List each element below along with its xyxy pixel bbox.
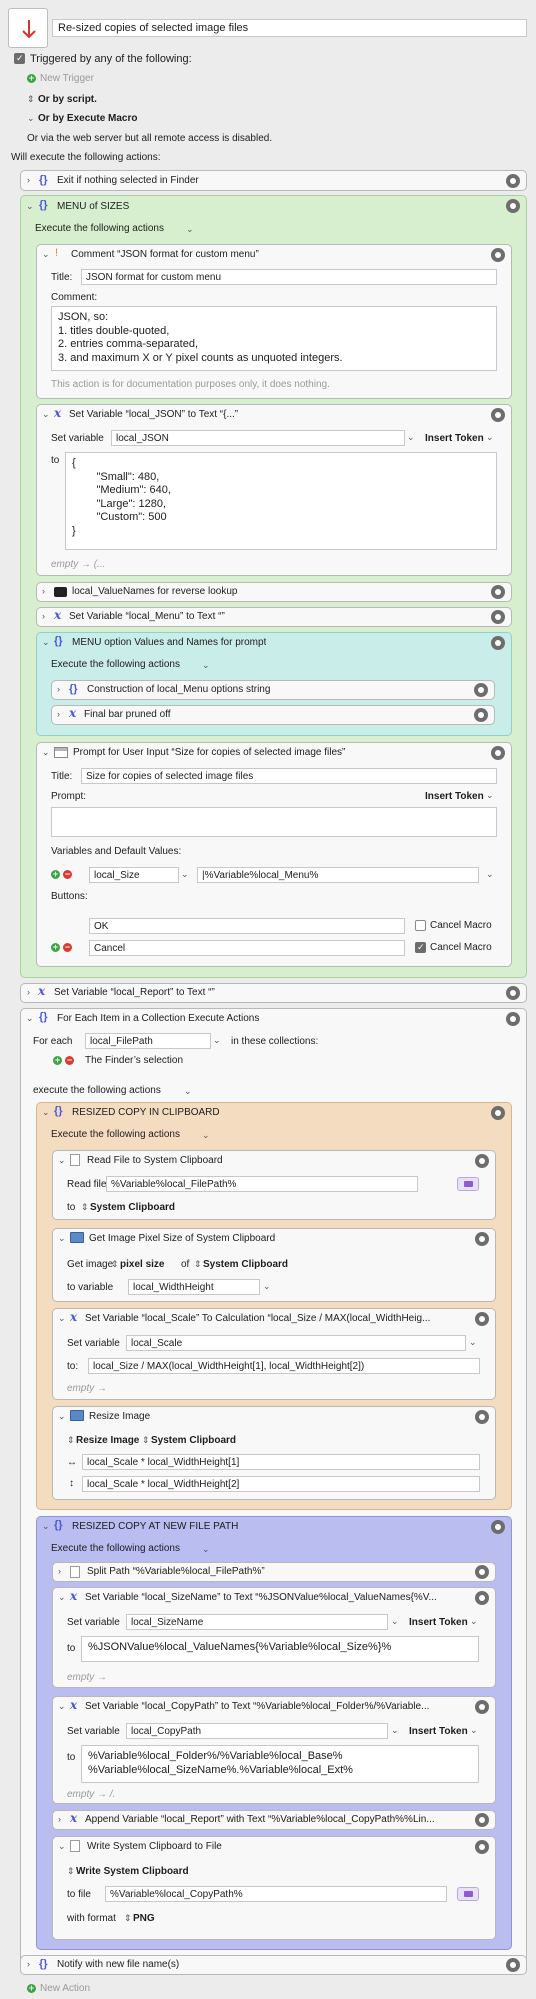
chevron-down-icon[interactable]: ⌄ [263, 1281, 271, 1291]
title-label: Title: [51, 272, 73, 283]
remove-collection-icon[interactable]: − [66, 1055, 73, 1065]
gear-icon[interactable] [475, 1312, 489, 1326]
sizename-text-field[interactable]: %JSONValue%local_ValueNames{%Variable%local_Size%}% [81, 1636, 479, 1662]
braces-icon: {} [39, 174, 48, 186]
action-title: Set Variable “local_Report” to Text “” [54, 987, 215, 998]
chevron-down-icon[interactable]: ⌄ [407, 432, 415, 442]
insert-token-button[interactable]: Insert Token [409, 1617, 468, 1628]
window-icon [54, 747, 68, 758]
set-report-action[interactable] [20, 983, 527, 1003]
gear-icon[interactable] [506, 199, 520, 213]
disclosure-icon[interactable]: ⌄ [42, 1107, 50, 1117]
comment-action[interactable] [36, 244, 512, 399]
comment-footnote: This action is for documentation purposes only, it does nothing. [51, 379, 330, 390]
action-title: Notify with new file name(s) [57, 1959, 180, 1970]
action-title: Construction of local_Menu options string [87, 684, 271, 695]
disclosure-icon[interactable]: ⌄ [42, 1521, 50, 1531]
braces-icon: {} [39, 199, 48, 211]
disclosure-icon[interactable]: › [57, 684, 60, 694]
set-variable-label: Set variable [67, 1617, 120, 1628]
group-title: RESIZED COPY AT NEW FILE PATH [72, 1521, 239, 1532]
resize-mode-popup[interactable]: Resize Image [76, 1435, 140, 1446]
chevron-down-icon[interactable]: ⌄ [213, 1035, 221, 1045]
action-title: Set Variable “local_Menu” to Text “” [69, 611, 225, 622]
disclosure-icon[interactable]: ⌄ [58, 1701, 66, 1711]
document-icon [70, 1154, 80, 1166]
variable-x-icon: x [69, 706, 77, 720]
insert-token-button[interactable]: Insert Token [425, 433, 484, 444]
insert-token-button[interactable]: Insert Token [409, 1726, 468, 1737]
clipboard-target[interactable]: System Clipboard [90, 1202, 176, 1213]
prompt-label: Prompt: [51, 791, 87, 802]
popup-arrows-icon[interactable]: ⇕ [194, 1259, 202, 1269]
image-source-popup[interactable]: System Clipboard [203, 1259, 289, 1270]
variable-x-icon: x [70, 1811, 78, 1825]
chevron-down-icon[interactable]: ⌄ [469, 1337, 477, 1347]
chevron-down-icon[interactable]: ⌄ [486, 432, 494, 442]
prompt-title-field[interactable]: Size for copies of selected image files [81, 768, 497, 784]
gear-icon[interactable] [491, 636, 505, 650]
disclosure-icon[interactable]: ⌄ [58, 1313, 66, 1323]
action-title: Final bar pruned off [84, 709, 171, 720]
gear-icon[interactable] [474, 683, 488, 697]
to-file-label: to file [67, 1889, 91, 1900]
execute-label: Execute the following actions [51, 1543, 180, 1554]
empty-result: empty → /. [67, 1789, 116, 1800]
buttons-label: Buttons: [51, 891, 88, 902]
cancel-macro-label: Cancel Macro [430, 942, 492, 953]
popup-arrows-icon[interactable]: ⇕ [67, 1866, 75, 1876]
add-variable-icon[interactable]: + [52, 869, 59, 879]
new-action-plus-icon[interactable]: + [28, 1983, 35, 1993]
set-sizename-action[interactable] [52, 1587, 496, 1688]
chevron-down-icon[interactable]: ⌄ [184, 1086, 192, 1096]
action-title: local_ValueNames for reverse lookup [72, 586, 238, 597]
gear-icon[interactable] [491, 248, 505, 262]
with-format-label: with format [67, 1913, 116, 1924]
variable-x-icon: x [38, 984, 46, 998]
macro-name-field[interactable]: Re-sized copies of selected image files [52, 19, 527, 37]
set-variable-label: Set variable [67, 1338, 120, 1349]
execute-label: Execute the following actions [51, 659, 180, 670]
action-title: Append Variable “local_Report” with Text “%Variable%local_CopyPath%%Lin... [85, 1814, 435, 1825]
remove-button-icon[interactable]: − [64, 942, 71, 952]
copypath-variable-field[interactable]: local_CopyPath [126, 1723, 388, 1739]
chevron-down-icon[interactable]: ⌄ [202, 1544, 210, 1554]
image-source-popup[interactable]: System Clipboard [151, 1435, 237, 1446]
variable-x-icon: x [54, 608, 62, 622]
action-title: Set Variable “local_SizeName” to Text “%JSONValue%local_ValueNames{%V... [85, 1592, 437, 1603]
terminal-icon [54, 587, 67, 597]
disclosure-icon[interactable]: ⌄ [42, 637, 50, 647]
set-copypath-action[interactable] [52, 1696, 496, 1804]
gear-icon[interactable] [475, 1410, 489, 1424]
to-label: to [67, 1643, 76, 1654]
construction-action[interactable] [51, 680, 495, 700]
width-height-variable-field[interactable]: local_WidthHeight [128, 1279, 260, 1295]
gear-icon[interactable] [474, 708, 488, 722]
notify-action[interactable] [20, 1955, 527, 1975]
in-collections-label: in these collections: [231, 1036, 319, 1047]
to-variable-label: to variable [67, 1282, 114, 1293]
action-title: Set Variable “local_Scale” To Calculation “local_Size / MAX(local_WidthHeig... [85, 1313, 431, 1324]
format-popup[interactable]: PNG [133, 1913, 155, 1924]
height-arrows-icon: ↕ [69, 1478, 74, 1489]
comment-title-field[interactable]: JSON format for custom menu [81, 269, 497, 285]
chevron-down-icon[interactable]: ⌄ [202, 660, 210, 670]
set-variable-label: Set variable [51, 433, 104, 444]
macro-icon[interactable] [8, 8, 48, 48]
get-image-label: Get image [67, 1259, 114, 1270]
insert-token-button[interactable]: Insert Token [425, 791, 484, 802]
image-icon [70, 1410, 84, 1421]
variable-x-icon: x [70, 1589, 78, 1603]
cancel-macro-label: Cancel Macro [430, 920, 492, 931]
gear-icon[interactable] [491, 746, 505, 760]
disclosure-icon[interactable]: › [57, 709, 60, 719]
variable-x-icon: x [54, 406, 62, 420]
braces-icon: {} [54, 1519, 63, 1531]
split-path-action[interactable] [52, 1562, 496, 1582]
value-names-action[interactable] [36, 582, 512, 602]
gear-icon[interactable] [491, 585, 505, 599]
copypath-text-field[interactable]: %Variable%local_Folder%/%Variable%local_Base% %Variable%local_SizeName%.%Variable%local_Ext% [81, 1745, 479, 1783]
title-label: Title: [51, 771, 73, 782]
group-title: MENU option Values and Names for prompt [72, 637, 267, 648]
to-label: to [51, 455, 60, 466]
variable-name-field[interactable]: local_JSON [111, 430, 405, 446]
read-file-label: Read file [67, 1179, 107, 1190]
popup-arrows-icon[interactable]: ⇕ [111, 1259, 119, 1269]
disclosure-icon[interactable]: ⌄ [58, 1155, 66, 1165]
or-by-execute-macro: Or by Execute Macro [38, 113, 138, 124]
empty-result: empty → (... [51, 559, 106, 570]
exit-if-action[interactable] [20, 170, 527, 191]
of-label: of [181, 1259, 190, 1270]
disclosure-icon[interactable]: ⌄ [58, 1233, 66, 1243]
expand-script-icon[interactable]: ⇕ [27, 94, 35, 104]
prompt-action[interactable] [36, 742, 512, 967]
action-title: Resize Image [89, 1411, 151, 1422]
chevron-down-icon[interactable]: ⌄ [486, 790, 494, 800]
gear-icon[interactable] [475, 1565, 489, 1579]
chevron-down-icon[interactable]: ⌄ [486, 869, 494, 879]
disclosure-icon[interactable]: › [27, 1959, 30, 1969]
document-icon [70, 1840, 80, 1852]
variable-x-icon: x [70, 1310, 78, 1324]
read-file-action[interactable] [52, 1150, 496, 1220]
to-label: to [67, 1752, 76, 1763]
new-trigger-plus-icon[interactable]: + [28, 73, 35, 83]
braces-icon: {} [54, 635, 63, 647]
exclamation-icon: ! [55, 247, 59, 259]
triggered-label: Triggered by any of the following: [30, 53, 192, 65]
red-down-arrow-icon [20, 18, 38, 40]
resize-image-action[interactable] [52, 1406, 496, 1500]
web-server-note: Or via the web server but all remote access is disabled. [27, 133, 273, 144]
braces-icon: {} [39, 1958, 48, 1970]
braces-icon: {} [69, 683, 78, 695]
gear-icon[interactable] [475, 1700, 489, 1714]
gear-icon[interactable] [506, 1012, 520, 1026]
for-each-label: For each [33, 1036, 73, 1047]
action-title: Exit if nothing selected in Finder [57, 175, 199, 186]
width-expression-field[interactable]: local_Scale * local_WidthHeight[1] [82, 1454, 480, 1470]
empty-result: empty → [67, 1383, 108, 1394]
set-json-action[interactable] [36, 404, 512, 576]
write-source-popup[interactable]: Write System Clipboard [76, 1866, 189, 1877]
group-title: RESIZED COPY IN CLIPBOARD [72, 1107, 220, 1118]
variable-default-field[interactable]: |%Variable%local_Menu% [197, 867, 479, 883]
group-title: MENU of SIZES [57, 201, 130, 212]
remove-variable-icon[interactable]: − [64, 869, 71, 879]
chevron-down-icon[interactable]: ⌄ [186, 224, 194, 234]
action-title: Set Variable “local_CopyPath” to Text “%Variable%local_Folder%/%Variable... [85, 1701, 430, 1712]
set-variable-label: Set variable [67, 1726, 120, 1737]
gear-icon[interactable] [475, 1154, 489, 1168]
popup-arrows-icon[interactable]: ⇕ [124, 1913, 132, 1923]
gear-icon[interactable] [506, 1958, 520, 1972]
braces-icon: {} [39, 1011, 48, 1023]
to-label: to: [67, 1361, 79, 1372]
variable-name-field[interactable]: local_Size [89, 867, 179, 883]
gear-icon[interactable] [491, 610, 505, 624]
disclosure-icon[interactable]: ⌄ [58, 1841, 66, 1851]
cancel-macro-checkbox-cancel[interactable] [415, 942, 426, 953]
gear-icon[interactable] [475, 1232, 489, 1246]
popup-arrows-icon[interactable]: ⇕ [142, 1435, 150, 1445]
folder-picker-icon[interactable] [457, 1177, 479, 1191]
action-title: Set Variable “local_JSON” to Text “{...” [69, 409, 239, 420]
gear-icon[interactable] [475, 1840, 489, 1854]
to-label: to [67, 1202, 76, 1213]
disclosure-icon[interactable]: › [58, 1566, 61, 1576]
or-by-script: Or by script. [38, 94, 97, 105]
json-text-field[interactable]: { "Small": 480, "Medium": 640, "Large": 1280, "Custom": 500 } [65, 452, 497, 550]
gear-icon[interactable] [491, 1106, 505, 1120]
new-trigger-button[interactable]: New Trigger [40, 73, 94, 84]
write-clipboard-action[interactable] [52, 1836, 496, 1940]
empty-result: empty → [67, 1672, 108, 1683]
cancel-macro-checkbox-ok[interactable] [415, 920, 426, 931]
sizename-variable-field[interactable]: local_SizeName [126, 1614, 388, 1630]
final-bar-action[interactable] [51, 705, 495, 725]
document-icon [70, 1566, 80, 1578]
execute-label: Execute the following actions [51, 1129, 180, 1140]
add-collection-icon[interactable]: + [54, 1055, 61, 1065]
variable-x-icon: x [70, 1698, 78, 1712]
execute-label: execute the following actions [33, 1085, 161, 1096]
gear-icon[interactable] [475, 1813, 489, 1827]
execute-label: Execute the following actions [35, 223, 164, 234]
comment-label: Comment: [51, 292, 98, 303]
gear-icon[interactable] [506, 174, 520, 188]
action-title: Comment “JSON format for custom menu” [71, 249, 259, 260]
collection-item[interactable]: The Finder’s selection [85, 1055, 184, 1066]
chevron-down-icon[interactable]: ⌄ [202, 1130, 210, 1140]
pixel-size-popup[interactable]: pixel size [120, 1259, 165, 1270]
write-path-field[interactable]: %Variable%local_CopyPath% [105, 1886, 447, 1902]
disclosure-icon[interactable]: ⌄ [42, 409, 50, 419]
disclosure-icon[interactable]: ⌄ [42, 249, 50, 259]
append-report-action[interactable] [52, 1810, 496, 1830]
for-each-variable-field[interactable]: local_FilePath [85, 1033, 211, 1049]
chevron-down-icon[interactable]: ⌄ [181, 869, 189, 879]
action-title: For Each Item in a Collection Execute Actions [57, 1013, 260, 1024]
chevron-down-icon[interactable]: ⌄ [470, 1616, 478, 1626]
action-title: Prompt for User Input “Size for copies of selected image files” [73, 747, 346, 758]
action-title: Split Path “%Variable%local_FilePath%” [87, 1566, 265, 1577]
disclosure-icon[interactable]: › [27, 175, 30, 185]
gear-icon[interactable] [475, 1591, 489, 1605]
width-arrows-icon: ↔ [67, 1457, 77, 1468]
triggered-checkbox[interactable] [14, 53, 25, 64]
set-menu-action[interactable] [36, 607, 512, 627]
disclosure-icon[interactable]: ⌄ [26, 201, 34, 211]
gear-icon[interactable] [506, 986, 520, 1000]
will-execute-label: Will execute the following actions: [11, 152, 161, 163]
action-title: Write System Clipboard to File [87, 1841, 222, 1852]
ok-button-field[interactable]: OK [89, 918, 405, 934]
action-title: Read File to System Clipboard [87, 1155, 223, 1166]
expand-execute-macro-icon[interactable]: ⌄ [27, 113, 35, 123]
get-image-size-action[interactable] [52, 1228, 496, 1302]
add-button-icon[interactable]: + [52, 942, 59, 952]
comment-body[interactable]: JSON, so: 1. titles double-quoted, 2. entries comma-separated, 3. and maximum X or Y pixel counts as unquoted integers. [51, 306, 497, 371]
chevron-down-icon[interactable]: ⌄ [470, 1725, 478, 1735]
image-icon [70, 1232, 84, 1243]
chevron-down-icon[interactable]: ⌄ [391, 1725, 399, 1735]
chevron-down-icon[interactable]: ⌄ [391, 1616, 399, 1626]
disclosure-icon[interactable]: ⌄ [42, 747, 50, 757]
read-file-path-field[interactable]: %Variable%local_FilePath% [106, 1176, 418, 1192]
action-title: Get Image Pixel Size of System Clipboard [89, 1233, 276, 1244]
disclosure-icon[interactable]: › [27, 987, 30, 997]
gear-icon[interactable] [491, 1520, 505, 1534]
popup-arrows-icon[interactable]: ⇕ [67, 1435, 75, 1445]
new-action-button[interactable]: New Action [40, 1983, 91, 1994]
scale-variable-field[interactable]: local_Scale [126, 1335, 466, 1351]
disclosure-icon[interactable]: ⌄ [26, 1013, 34, 1023]
cancel-button-field[interactable]: Cancel [89, 940, 405, 956]
disclosure-icon[interactable]: › [42, 611, 45, 621]
folder-picker-icon[interactable] [457, 1887, 479, 1901]
height-expression-field[interactable]: local_Scale * local_WidthHeight[2] [82, 1476, 480, 1492]
disclosure-icon[interactable]: › [58, 1814, 61, 1824]
disclosure-icon[interactable]: ⌄ [58, 1411, 66, 1421]
calculation-field[interactable]: local_Size / MAX(local_WidthHeight[1], local_WidthHeight[2]) [88, 1358, 480, 1374]
popup-arrows-icon[interactable]: ⇕ [81, 1202, 89, 1212]
gear-icon[interactable] [491, 408, 505, 422]
disclosure-icon[interactable]: › [42, 586, 45, 596]
disclosure-icon[interactable]: ⌄ [58, 1592, 66, 1602]
prompt-text-field[interactable] [51, 807, 497, 837]
braces-icon: {} [54, 1105, 63, 1117]
variables-label: Variables and Default Values: [51, 846, 182, 857]
set-scale-action[interactable] [52, 1308, 496, 1400]
